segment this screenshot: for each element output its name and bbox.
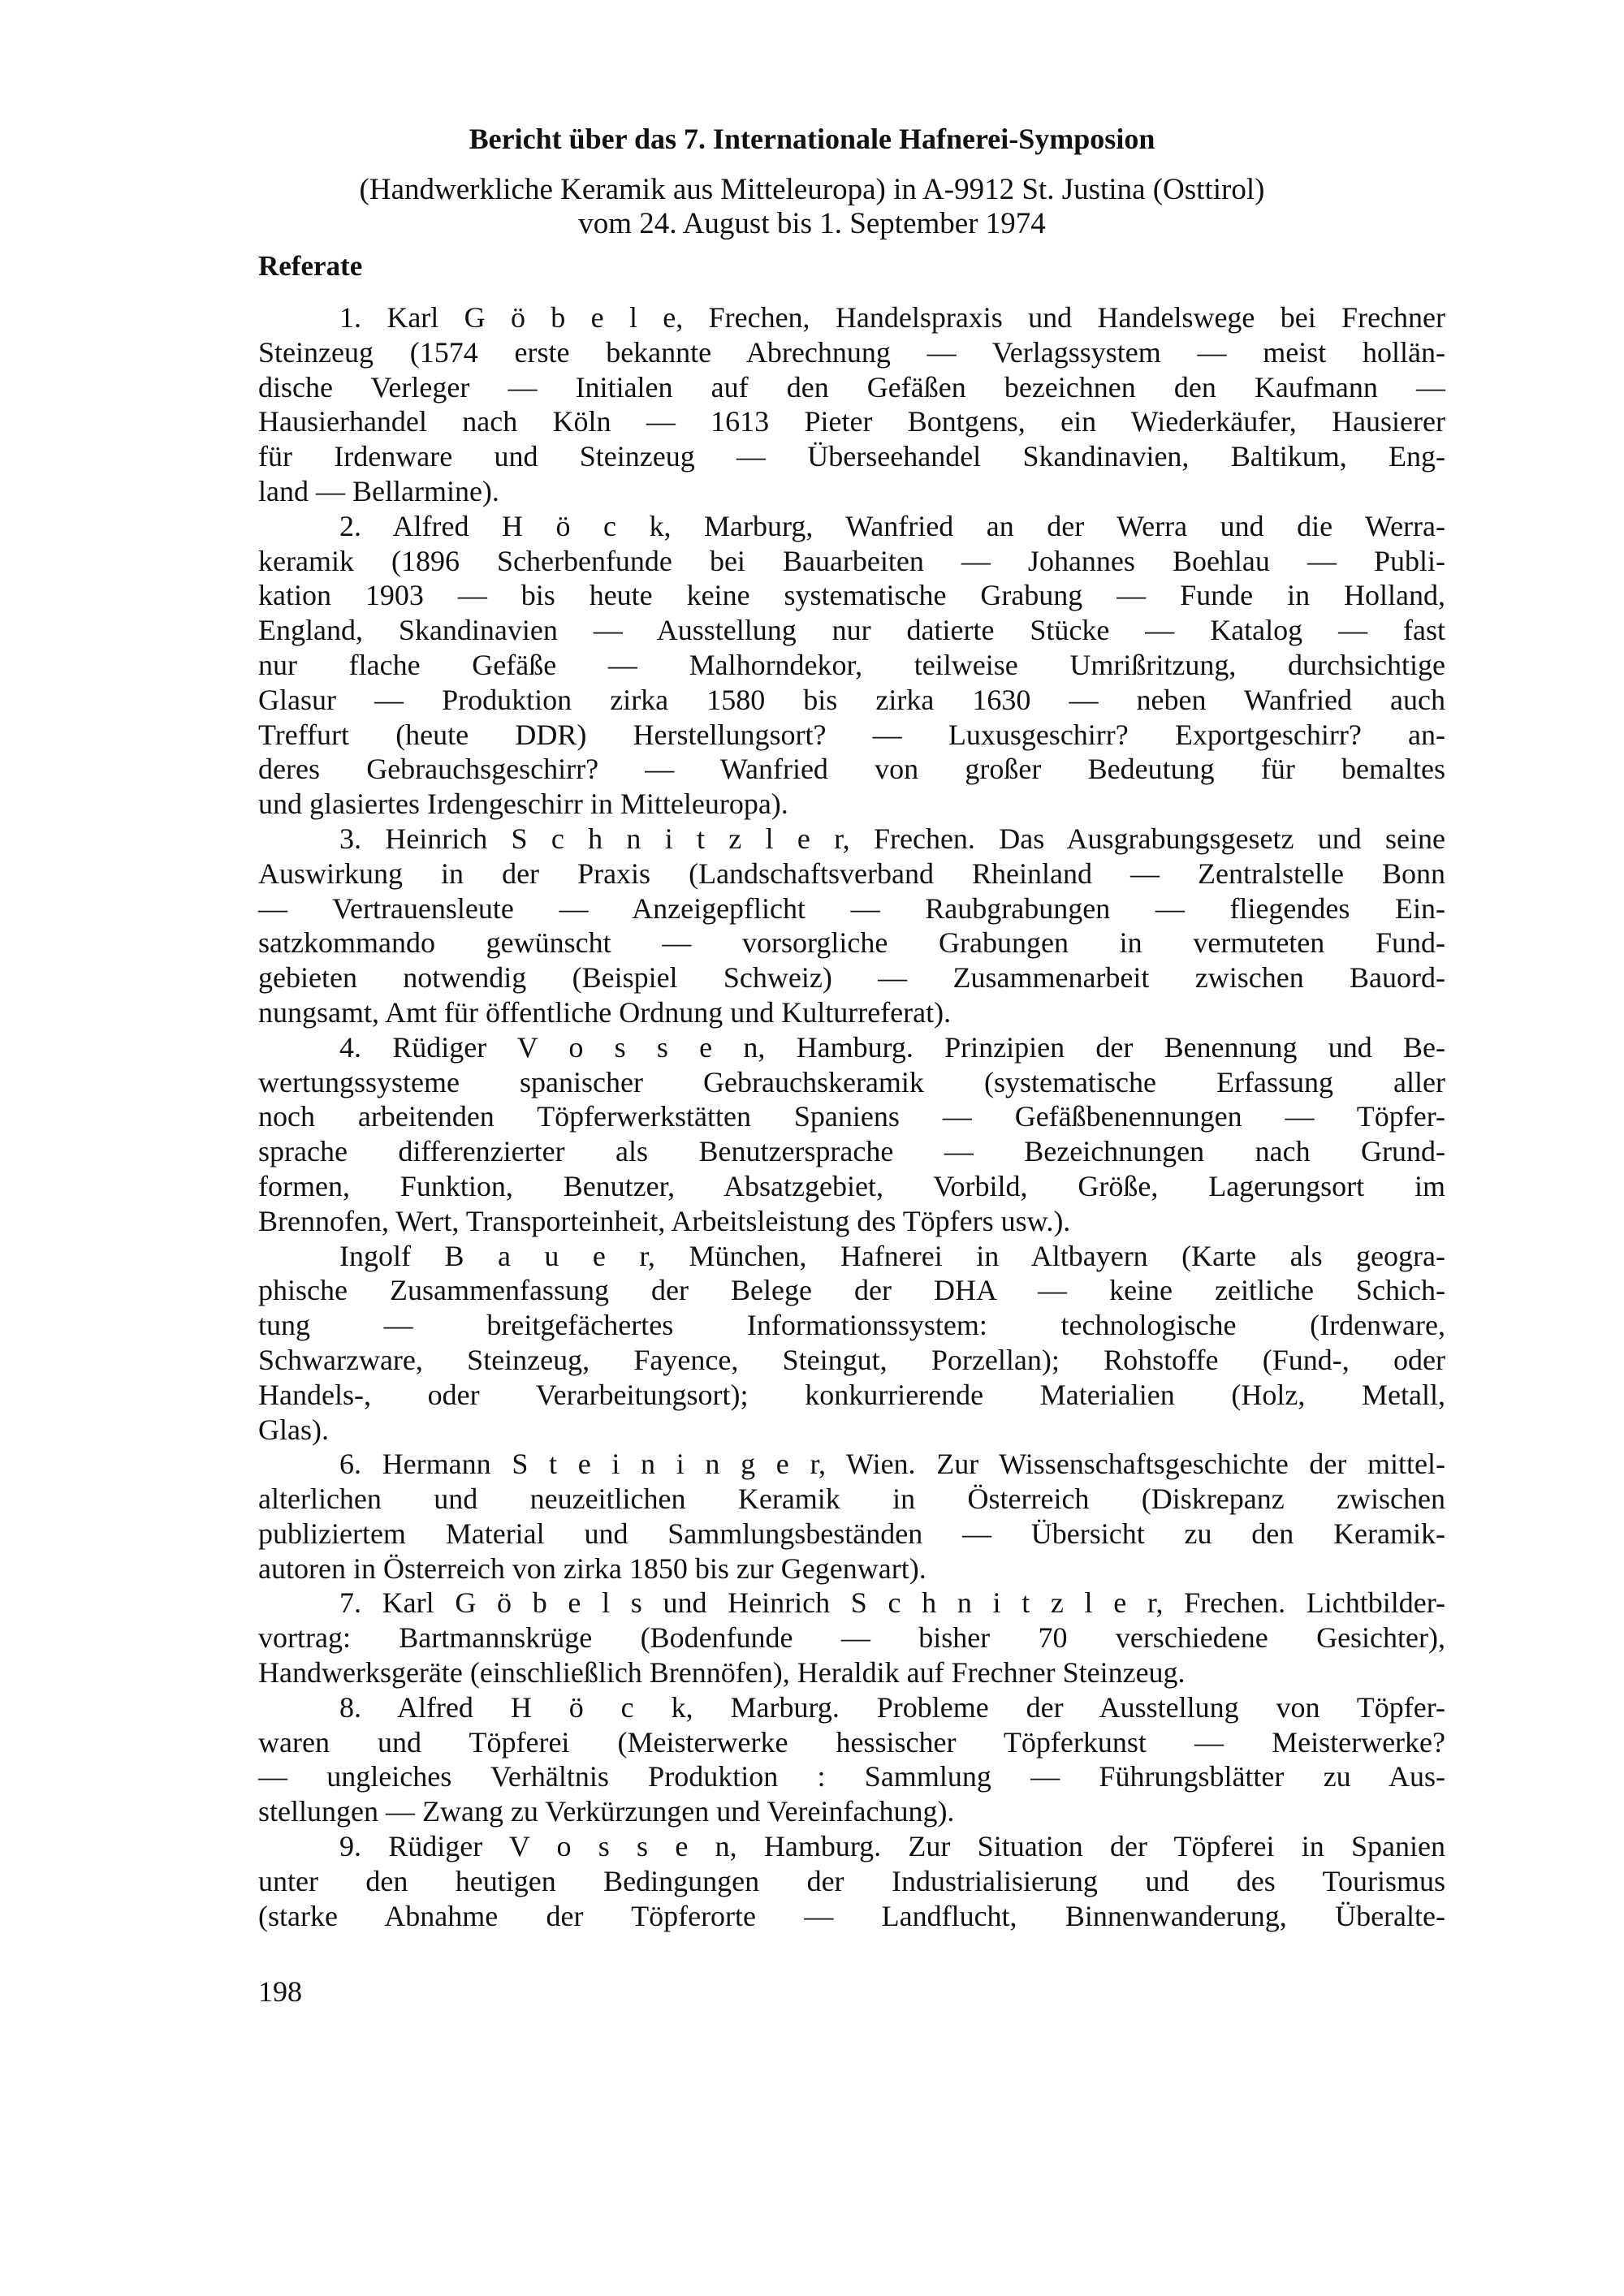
text-line: deres Gebrauchsgeschirr? — Wanfried von großer Bedeutung für bemaltes: [258, 753, 1445, 786]
text-line: Glas).: [258, 1413, 329, 1446]
text-line: wertungssysteme spanischer Gebrauchskeramik (systematische Erfassung aller: [258, 1065, 1445, 1098]
text-line: alterlichen und neuzeitlichen Keramik in Österreich (Diskrepanz zwischen: [258, 1482, 1445, 1516]
paragraph: [258, 1239, 1445, 1448]
text-line: Steinzeug (1574 erste bekannte Abrechnung — Verlagssystem — meist hollän-: [258, 335, 1445, 369]
text-line: Brennofen, Wert, Transporteinheit, Arbeitsleistung des Töpfers usw.).: [258, 1204, 1071, 1237]
text-line: publiziertem Material und Sammlungsbeständen — Übersicht zu den Keramik-: [258, 1517, 1445, 1550]
text-line: gebieten notwendig (Beispiel Schweiz) — Zusammenarbeit zwischen Bauord-: [258, 961, 1445, 995]
text-line: 1. Karl G ö b e l e, Frechen, Handelspraxis und Handelswege bei Frechner: [339, 301, 1445, 334]
paragraph: [258, 1690, 1445, 1829]
text-line: formen, Funktion, Benutzer, Absatzgebiet, Vorbild, Größe, Lagerungsort im: [258, 1169, 1445, 1202]
text-line: — Vertrauensleute — Anzeigepflicht — Raubgrabungen — fliegendes Ein-: [258, 891, 1445, 925]
paragraph: [258, 822, 1445, 1030]
text-line: Treffurt (heute DDR) Herstellungsort? — Luxusgeschirr? Exportgeschirr? an-: [258, 718, 1445, 751]
document-title: Bericht über das 7. Internationale Hafnerei-Symposion: [469, 123, 1155, 155]
text-line: für Irdenware und Steinzeug — Überseehandel Skandinavien, Baltikum, Eng-: [258, 440, 1445, 473]
text-line: — ungleiches Verhältnis Produktion : Sammlung — Führungsblätter zu Aus-: [258, 1760, 1445, 1793]
text-line: noch arbeitenden Töpferwerkstätten Spaniens — Gefäßbenennungen — Töpfer-: [258, 1100, 1445, 1133]
text-line: 9. Rüdiger V o s s e n, Hamburg. Zur Situation der Töpferei in Spanien: [339, 1830, 1445, 1863]
text-line: tung — breitgefächertes Informationssystem: technologische (Irdenware,: [258, 1309, 1445, 1342]
text-line: vortrag: Bartmannskrüge (Bodenfunde — bisher 70 verschiedene Gesichter),: [258, 1621, 1445, 1655]
text-line: land — Bellarmine).: [258, 474, 499, 507]
paragraph: [258, 509, 1445, 822]
text-line: 3. Heinrich S c h n i t z l e r, Frechen. Das Ausgrabungsgesetz und seine: [339, 822, 1445, 855]
subtitle-line-2: vom 24. August bis 1. September 1974: [578, 207, 1046, 240]
text-line: dische Verleger — Initialen auf den Gefäßen bezeichnen den Kaufmann —: [258, 370, 1445, 404]
text-line: 7. Karl G ö b e l s und Heinrich S c h n i t z l e r, Frechen. Lichtbilder-: [339, 1586, 1445, 1620]
page-number: 198: [258, 1975, 302, 2008]
paragraph: [258, 300, 1445, 509]
text-line: kation 1903 — bis heute keine systematische Grabung — Funde in Holland,: [258, 579, 1445, 612]
section-heading: Referate: [258, 250, 363, 282]
text-line: (starke Abnahme der Töpferorte — Landflucht, Binnenwanderung, Überalte-: [258, 1899, 1445, 1932]
text-line: Handels-, oder Verarbeitungsort); konkurrierende Materialien (Holz, Metall,: [258, 1378, 1445, 1411]
text-line: sprache differenzierter als Benutzersprache — Bezeichnungen nach Grund-: [258, 1135, 1445, 1168]
text-line: und glasiertes Irdengeschirr in Mitteleuropa).: [258, 788, 788, 821]
paragraph: [258, 1447, 1445, 1586]
text-line: England, Skandinavien — Ausstellung nur datierte Stücke — Katalog — fast: [258, 614, 1445, 647]
text-line: 2. Alfred H ö c k, Marburg, Wanfried an der Werra und die Werra-: [339, 509, 1445, 542]
text-line: autoren in Österreich von zirka 1850 bis zur Gegenwart).: [258, 1552, 926, 1585]
paragraph: [258, 1030, 1445, 1239]
text-line: stellungen — Zwang zu Verkürzungen und Vereinfachung).: [258, 1795, 955, 1828]
text-line: waren und Töpferei (Meisterwerke hessischer Töpferkunst — Meisterwerke?: [258, 1725, 1445, 1759]
text-line: Schwarzware, Steinzeug, Fayence, Steingut, Porzellan); Rohstoffe (Fund-, oder: [258, 1343, 1445, 1376]
body-text: [258, 300, 1445, 1933]
text-line: nur flache Gefäße — Malhorndekor, teilweise Umrißritzung, durchsichtige: [258, 648, 1445, 681]
paragraph: [258, 1829, 1445, 1933]
text-line: 8. Alfred H ö c k, Marburg. Probleme der Ausstellung von Töpfer-: [339, 1690, 1445, 1724]
text-line: keramik (1896 Scherbenfunde bei Bauarbeiten — Johannes Boehlau — Publi-: [258, 544, 1445, 577]
text-line: 6. Hermann S t e i n i n g e r, Wien. Zur Wissenschaftsgeschichte der mittel-: [339, 1448, 1445, 1481]
text-line: Ingolf B a u e r, München, Hafnerei in Altbayern (Karte als geogra-: [339, 1239, 1445, 1272]
text-line: unter den heutigen Bedingungen der Industrialisierung und des Tourismus: [258, 1864, 1445, 1897]
text-line: phische Zusammenfassung der Belege der DHA — keine zeitliche Schich-: [258, 1274, 1445, 1307]
paragraph: [258, 1586, 1445, 1690]
text-line: Glasur — Produktion zirka 1580 bis zirka 1630 — neben Wanfried auch: [258, 683, 1445, 716]
text-line: nungsamt, Amt für öffentliche Ordnung und Kulturreferat).: [258, 995, 952, 1029]
text-line: Hausierhandel nach Köln — 1613 Pieter Bontgens, ein Wiederkäufer, Hausierer: [258, 405, 1445, 438]
subtitle-line-1: (Handwerkliche Keramik aus Mitteleuropa) in A-9912 St. Justina (Osttirol): [359, 173, 1265, 206]
text-line: 4. Rüdiger V o s s e n, Hamburg. Prinzipien der Benennung und Be-: [339, 1030, 1445, 1064]
text-line: Auswirkung in der Praxis (Landschaftsverband Rheinland — Zentralstelle Bonn: [258, 857, 1445, 890]
text-line: satzkommando gewünscht — vorsorgliche Grabungen in vermuteten Fund-: [258, 926, 1445, 960]
text-line: Handwerksgeräte (einschließlich Brennöfen), Heraldik auf Frechner Steinzeug.: [258, 1656, 1186, 1690]
